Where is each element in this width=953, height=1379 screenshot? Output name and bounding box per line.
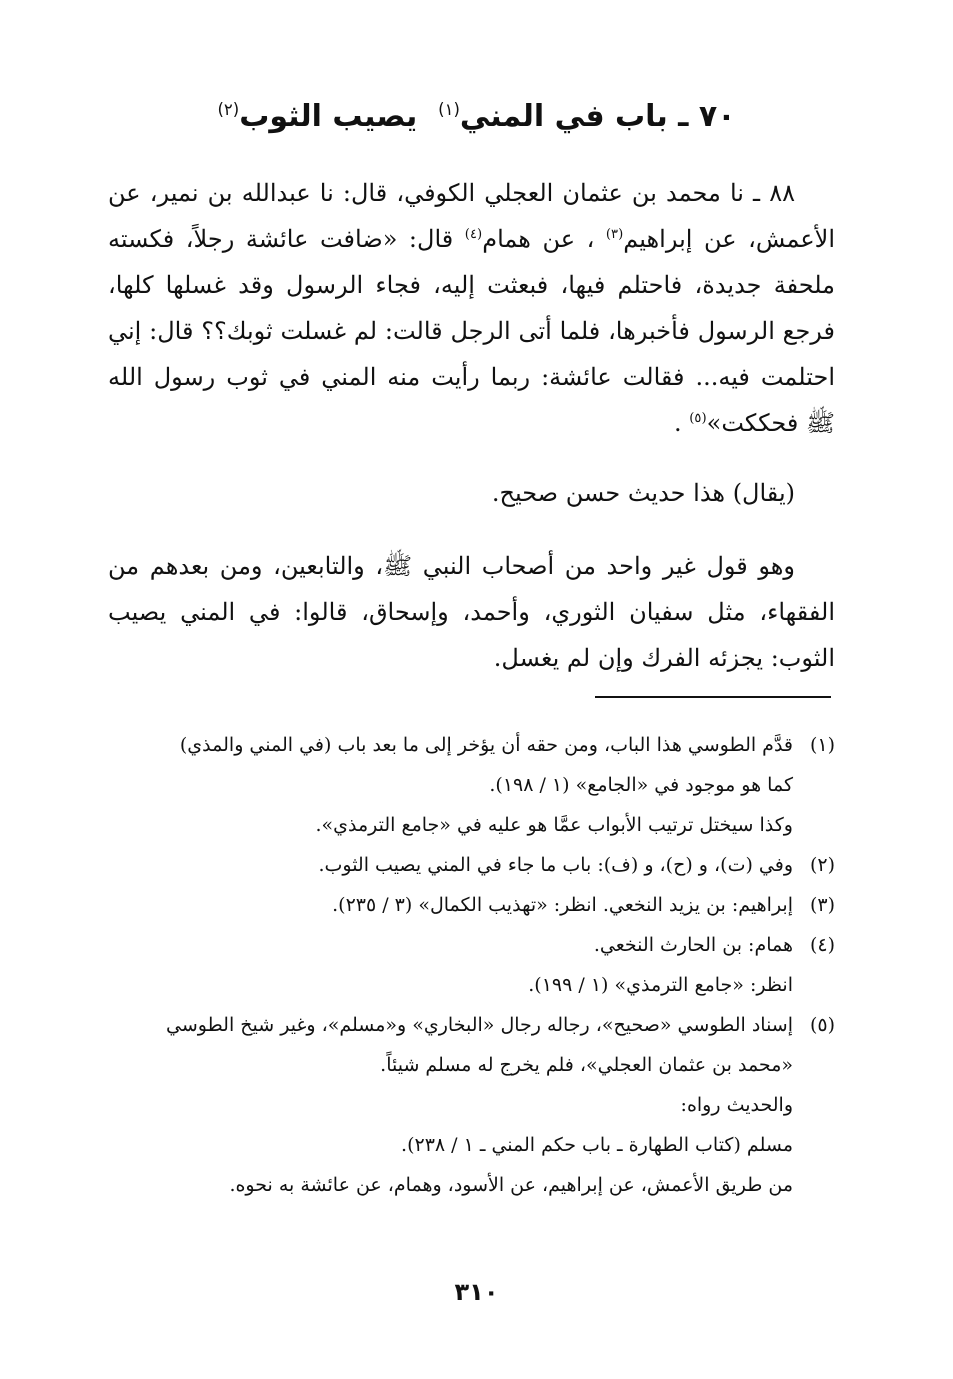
hadith-text-b: ، عن همام (482, 225, 606, 253)
hadith-text-c: قال: «ضافت عائشة رجلاً، فكسته ملحفة جديدة، فاحتلم فيها، فبعثت إليه، فجاء الرسول وقد غسلها كلها، فرجع الرسول فأخبرها، فلما أتى الرجل قالت: لم غسلت ثوبك؟؟ قال: إني احتلمت فيه... فقالت عائشة: ربما رأيت منه المني في ثوب رسول الله ﷺ فحككت» (108, 225, 835, 437)
footnote-line: والحديث رواه: (680, 1094, 793, 1116)
footnote-line: إبراهيم: بن يزيد النخعي. انظر: «تهذيب الكمال» (٣ / ٢٣٥). (332, 894, 793, 916)
footnote-line: كما هو موجود في «الجامع» (١ / ١٩٨). (489, 774, 793, 796)
footnote-2 (108, 845, 835, 885)
footnote-line: انظر: «جامع الترمذي» (١ / ١٩٩). (528, 974, 793, 996)
scholars-opinion: وهو قول غير واحد من أصحاب النبي ﷺ، والتابعين، ومن بعدهم من الفقهاء، مثل سفيان الثوري، وأحمد، وإسحاق، قالوا: في المني يصيب الثوب: يجزئه الفرك وإن لم يغسل. (108, 552, 835, 672)
footnote-4 (108, 925, 835, 1005)
footnote-1 (108, 725, 835, 845)
footnote-number: (٣) (809, 894, 835, 916)
hadith-text (108, 170, 835, 446)
opinion-block (108, 543, 835, 681)
footnote-line: همام: بن الحارث النخعي. (593, 934, 793, 956)
footnote-line: من طريق الأعمش، عن إبراهيم، عن الأسود، وهمام، عن عائشة به نحوه. (229, 1174, 793, 1196)
footnote-line: «محمد بن عثمان العجلي»، فلم يخرج له مسلم شيئاً. (380, 1054, 793, 1076)
footnote-ref-5: (٥) (689, 411, 707, 426)
hadith-grade: (يقال) هذا حديث حسن صحيح. (491, 479, 795, 507)
chapter-dash: ـ (678, 99, 689, 134)
chapter-title-part2: يصيب الثوب (239, 99, 418, 134)
chapter-title-part1: باب في المني (459, 99, 668, 134)
footnote-number: (٤) (809, 934, 835, 956)
footnote-number: (١) (809, 734, 835, 756)
hadith-text-a: ٨٨ ـ نا محمد بن عثمان العجلي الكوفي، قال: نا عبدالله بن نمير، عن الأعمش، عن إبراهيم (108, 179, 836, 253)
footnote-ref-3: (٣) (605, 227, 624, 242)
footnote-3 (108, 885, 835, 925)
footnote-line: قدَّم الطوسي هذا الباب، ومن حقه أن يؤخر إلى ما بعد باب (في المني والمذي) (179, 734, 793, 756)
page-number: ٣١٠ (454, 1278, 499, 1306)
footnote-ref-4: (٤) (464, 227, 483, 242)
chapter-title (100, 92, 853, 142)
hadith-text-d: . (673, 409, 690, 437)
footnote-number: (٢) (809, 854, 835, 876)
hadith-block (108, 170, 835, 446)
footnote-line: مسلم (كتاب الطهارة ـ باب حكم المني ـ ١ / ٢٣٨). (401, 1134, 793, 1156)
footnote-line: إسناد الطوسي «صحيح»، رجاله رجال «البخاري» و«مسلم»، وغير شيخ الطوسي (166, 1014, 793, 1036)
footnote-line: وكذا سيختل ترتيب الأبواب عمَّا هو عليه في «جامع الترمذي». (315, 814, 793, 836)
footnote-number: (٥) (809, 1014, 835, 1036)
footnotes (108, 725, 835, 1205)
chapter-number: ٧٠ (698, 99, 736, 134)
footnote-ref-2: (٢) (217, 100, 240, 119)
grade-block (108, 470, 835, 516)
footnote-separator (595, 696, 831, 698)
footnote-ref-1: (١) (438, 100, 460, 119)
footnote-line: وفي (ت)، و (ح)، و (ف): باب ما جاء في المني يصيب الثوب. (318, 854, 793, 876)
footnote-5 (108, 1005, 835, 1205)
